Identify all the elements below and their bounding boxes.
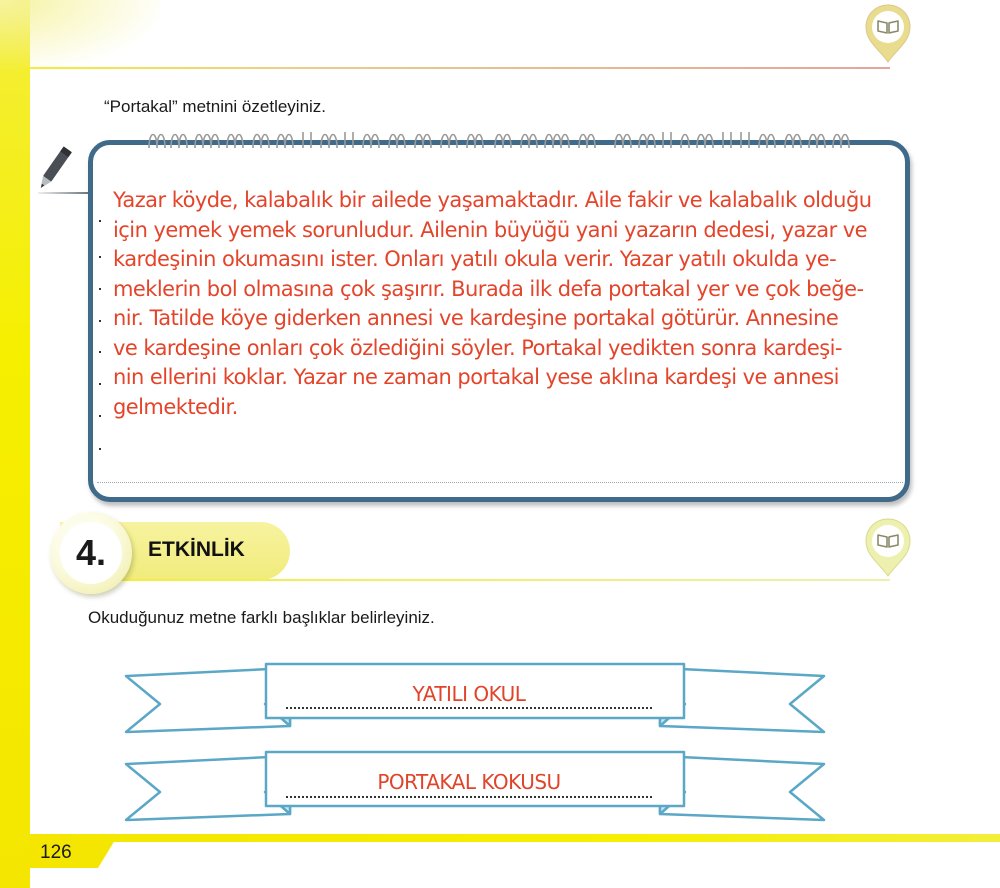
top-header-line — [30, 67, 890, 69]
activity-title: ETKİNLİK — [148, 538, 245, 561]
summary-line: için yemek yemek sorunludur. Ailenin büyüğü yani yazarın dedesi, yazar ve — [113, 217, 868, 242]
activity-number: 4. — [60, 522, 122, 584]
summary-instruction: “Portakal” metnini özetleyiniz. — [104, 97, 327, 116]
pencil-icon — [34, 143, 74, 195]
summary-line: nin ellerini koklar. Yazar ne zaman portakal yese aklına kardeşi ve annesi — [113, 365, 839, 389]
pencil-underline — [38, 192, 88, 194]
answer-dotted-line — [286, 796, 652, 798]
summary-answer-text — [113, 186, 905, 422]
margin-dot — [99, 448, 101, 450]
margin-dot — [99, 383, 101, 385]
notebook-rule-line — [97, 482, 903, 483]
left-color-strip — [0, 0, 30, 888]
book-pin-icon — [862, 2, 914, 64]
summary-line: nir. Tatilde köye giderken annesi ve kardeşine portakal götürür. Annesine — [113, 306, 839, 330]
summary-line: Yazar köyde, kalabalık bir ailede yaşamaktadır. Aile fakir ve kalabalık olduğu — [113, 188, 872, 212]
bottom-color-bar — [30, 834, 1000, 842]
answer-dotted-line — [286, 707, 652, 709]
activity-header-line — [90, 579, 890, 581]
summary-line: meklerin bol olmasına çok şaşırır. Burada ilk defa portakal yer ve çok beğe- — [113, 276, 864, 301]
title-answer-1: YATILI OKUL — [412, 682, 526, 706]
title-answer-2: PORTAKAL KOKUSU — [377, 770, 561, 794]
page-number: 126 — [40, 842, 72, 863]
summary-line: gelmektedir. — [113, 394, 238, 419]
summary-line: ve kardeşine onları çok özlediğini söyler. Portakal yedikten sonra kardeşi- — [113, 335, 842, 360]
margin-dot — [99, 351, 101, 353]
margin-dot — [99, 320, 101, 322]
summary-line: kardeşinin okumasını ister. Onları yatılı okula verir. Yazar yatılı okulda ye- — [113, 247, 837, 271]
spiral-binding — [145, 124, 857, 154]
margin-dot — [99, 415, 101, 417]
top-glow — [0, 0, 160, 70]
activity-instruction: Okuduğunuz metne farklı başlıklar belirleyiniz. — [88, 608, 435, 627]
margin-dot — [99, 256, 101, 258]
margin-dot — [99, 220, 101, 222]
margin-dot — [99, 288, 101, 290]
book-pin-icon — [862, 516, 914, 578]
